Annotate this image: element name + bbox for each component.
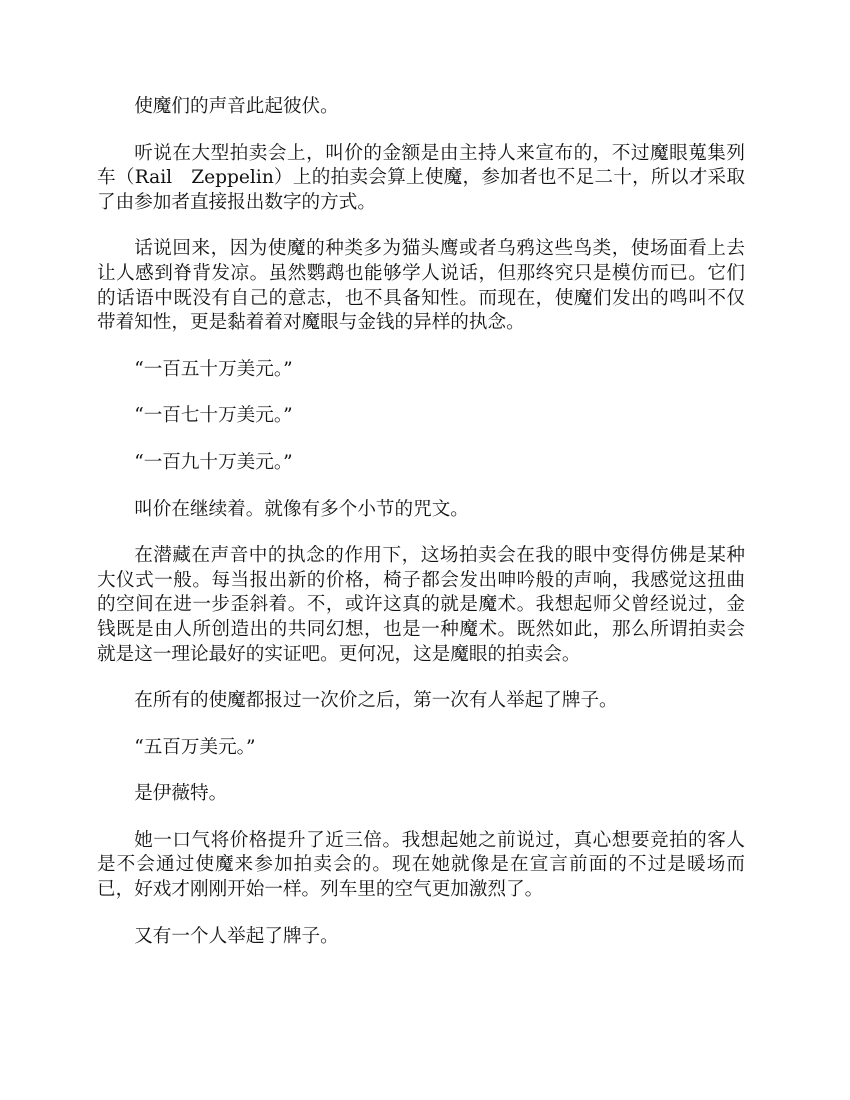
dialogue-line: “一百七十万美元。” — [134, 405, 293, 427]
paragraph: 使魔们的声音此起彼伏。 — [134, 96, 339, 117]
dialogue-line: “一百九十万美元。” — [134, 451, 293, 473]
paragraph: 又有一个人举起了牌子。 — [134, 925, 339, 947]
paragraph: 话说回来，因为使魔的种类多为猫头鹰或者乌鸦这些鸟类，使场面看上去让人感到脊背发凉。虽然鹦鹉也能够学人说话，但那终究只是模仿而已。它们的话语中既没有自己的意志，也不具备知性。而现在，使魔们发出的鸣叫不仅带着知性，更是黏着着对魔眼与金钱的异样的执念。 — [97, 238, 745, 334]
paragraph: 她一口气将价格提升了近三倍。我想起她之前说过，真心想要竞拍的客人是不会通过使魔来参加拍卖会的。现在她就像是在宣言前面的不过是暖场而已，好戏才刚刚开始一样。列车里的空气更加激烈了。 — [97, 829, 745, 901]
document-body — [97, 95, 745, 971]
dialogue-line: “一百五十万美元。” — [134, 358, 293, 380]
dialogue-line: “五百万美元。” — [134, 736, 256, 758]
paragraph: 在所有的使魔都报过一次价之后，第一次有人举起了牌子。 — [134, 690, 618, 712]
paragraph: 在潜藏在声音中的执念的作用下，这场拍卖会在我的眼中变得仿佛是某种大仪式一般。每当报出新的价格，椅子都会发出呻吟般的声响，我感觉这扭曲的空间在进一步歪斜着。不，或许这真的就是魔术。我想起师父曾经说过，金钱既是由人所创造出的共同幻想，也是一种魔术。既然如此，那么所谓拍卖会就是这一理论最好的实证吧。更何况，这是魔眼的拍卖会。 — [97, 545, 745, 665]
paragraph: 是伊薇特。 — [134, 783, 228, 805]
paragraph: 听说在大型拍卖会上，叫价的金额是由主持人来宣布的，不过魔眼蒐集列车（Rail Zeppelin）上的拍卖会算上使魔，参加者也不足二十，所以才采取了由参加者直接报出数字的方式。 — [97, 142, 745, 213]
paragraph: 叫价在继续着。就像有多个小节的咒文。 — [134, 498, 469, 520]
